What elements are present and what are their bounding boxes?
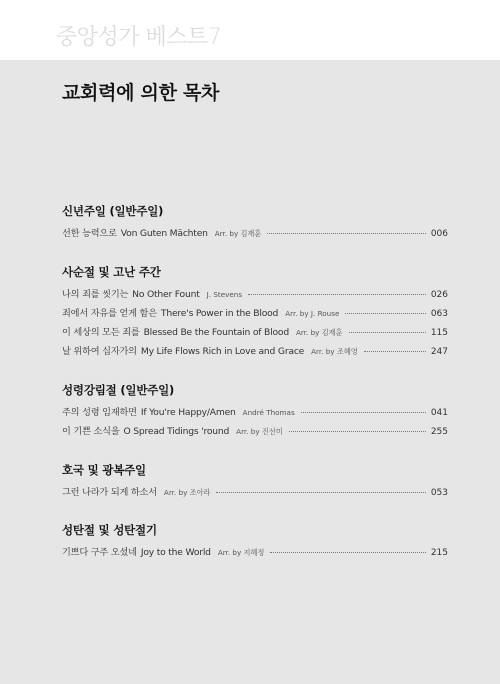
entry-korean-title: 그런 나라가 되게 하소서 (62, 487, 157, 498)
dot-leader (345, 313, 426, 314)
entry-korean-title: 주의 성령 임재하면 (62, 407, 137, 418)
entry-page-number: 215 (430, 548, 448, 558)
dot-leader (301, 412, 426, 413)
toc-entry[interactable] (62, 422, 448, 441)
toc-section-pentecost (62, 382, 448, 441)
entry-english-title: O Spread Tidings 'round (123, 426, 230, 437)
dot-leader (216, 492, 426, 493)
entry-arranger: Arr. by 조아라 (163, 488, 211, 497)
toc-entry[interactable] (62, 224, 448, 243)
entry-english-title: If You're Happy/Amen (140, 407, 236, 418)
entry-english-title: My Life Flows Rich in Love and Grace (140, 346, 305, 357)
book-title: 중앙성가 베스트7 (56, 25, 222, 50)
entry-arranger: Arr. by 진선미 (236, 427, 283, 436)
toc-section-national (62, 462, 448, 502)
entry-korean-title: 이 세상의 모든 죄를 (62, 327, 140, 338)
dot-leader (349, 332, 426, 333)
dot-leader (248, 294, 426, 295)
entry-page-number: 053 (430, 488, 448, 498)
entry-arranger: Arr. by J. Rouse (285, 309, 340, 318)
toc-title: 교회력에 의한 목차 (62, 82, 220, 104)
dot-leader (270, 552, 426, 553)
toc-section-new-year (62, 203, 448, 243)
toc-entry[interactable] (62, 543, 448, 562)
entry-english-title: Joy to the World (140, 547, 211, 558)
toc-page (0, 60, 500, 684)
toc-entry[interactable] (62, 285, 448, 304)
section-title: 사순절 및 고난 주간 (62, 265, 161, 279)
header-band (0, 0, 500, 60)
entry-arranger: J. Stevens (206, 290, 243, 299)
entry-page-number: 006 (430, 229, 448, 239)
entry-page-number: 063 (430, 309, 448, 319)
section-title: 호국 및 광복주일 (62, 463, 146, 477)
toc-section-lent (62, 264, 448, 361)
dot-leader (364, 351, 426, 352)
toc-entry[interactable] (62, 304, 448, 323)
dot-leader (289, 431, 426, 432)
entry-arranger: Arr. by 조혜영 (311, 347, 358, 356)
entry-english-title: No Other Fount (132, 289, 200, 300)
entry-page-number: 041 (430, 408, 448, 418)
entry-arranger: Arr. by 지혜정 (217, 548, 265, 557)
entry-arranger: Arr. by 김재훈 (295, 328, 343, 337)
entry-korean-title: 이 기쁜 소식을 (62, 426, 120, 437)
toc-section-christmas (62, 522, 448, 562)
section-title: 성탄절 및 성탄절기 (62, 523, 157, 537)
entry-korean-title: 죄에서 자유를 얻게 함은 (62, 308, 157, 319)
entry-korean-title: 기쁘다 구주 오셨네 (62, 547, 137, 558)
entry-korean-title: 날 위하여 십자가의 (62, 346, 137, 357)
entry-page-number: 255 (430, 427, 448, 437)
entry-korean-title: 나의 죄를 씻기는 (62, 289, 129, 300)
entry-english-title: Blessed Be the Fountain of Blood (143, 327, 289, 338)
dot-leader (267, 233, 426, 234)
entry-english-title: There's Power in the Blood (160, 308, 279, 319)
toc-entry[interactable] (62, 342, 448, 361)
entry-page-number: 026 (430, 290, 448, 300)
entry-page-number: 247 (430, 347, 448, 357)
entry-arranger: Arr. by 김재훈 (214, 229, 262, 238)
toc-entry[interactable] (62, 403, 448, 422)
toc-entry[interactable] (62, 483, 448, 502)
entry-english-title: Von Guten Mächten (120, 228, 208, 239)
entry-arranger: André Thomas (242, 408, 295, 417)
section-title: 신년주일 (일반주일) (62, 204, 164, 218)
section-title: 성령강림절 (일반주일) (62, 383, 175, 397)
entry-korean-title: 선한 능력으로 (62, 228, 117, 239)
toc-entry[interactable] (62, 323, 448, 342)
entry-page-number: 115 (430, 328, 448, 338)
